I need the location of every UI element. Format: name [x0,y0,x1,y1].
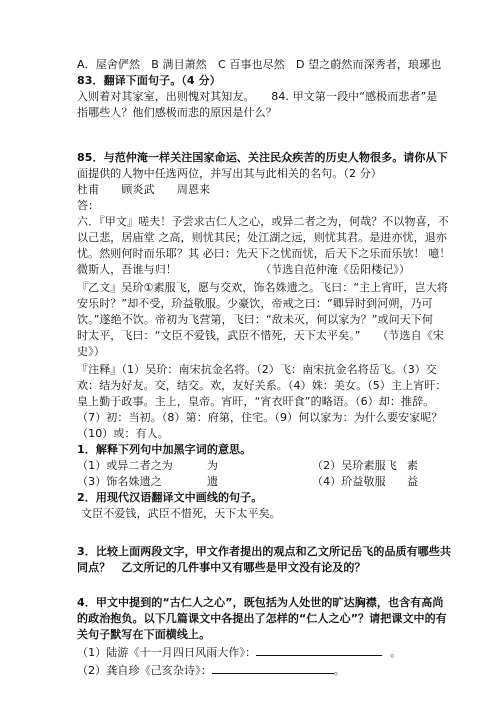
line-passage-b-3: 饮。”遂绝不饮。帝初为飞营第，飞曰：“敌未灭，何以家为？”或问天下何 [77,313,433,326]
line-q4: 4．甲文中提到的“古仁人之心”，既包括为人处世的旷达胸襟，也含有高尚 [77,596,444,609]
q1-item-4: （4）玠益敬服 [312,475,386,488]
line-q83: 83．翻译下面句子。（4 分） [77,74,221,87]
line-q4-cont-2: 关句子默写在下面横线上。 [77,628,211,641]
line-q1: 1．解释下列句中加黑字词的意思。 [77,443,252,456]
line-passage-a-4: 微斯人，吾谁与归！ （节选自范仲淹《岳阳楼记》） [77,263,411,276]
line-q85-people: 杜甫 顾炎武 周恩来 [77,183,211,196]
line-q4-cont-1: 的政治抱负。以下几篇课文中各提出了怎样的“仁人之心”？请把课文中的有 [77,612,447,625]
q4-item-1-blank[interactable] [256,644,382,656]
line-notes-2: 欢：结为好友。交，结交。欢，友好关系。（4）姝：美女。（5）主上宵旰： [77,379,447,392]
line-q83-sentence-q84: 入则着对其家室，出则愧对其知友。 84. 甲文第一段中“感极而悲者”是 [77,90,438,103]
q1-item-2: （2）吴玠素服飞 [312,459,397,472]
line-q85-cont: 面提供的人物中任选两位，并写出其与此相关的名句。（2 分） [77,167,382,180]
line-q2-sentence: 文臣不爱钱，武臣不惜死，天下太平矣。 [81,507,281,520]
line-q4-item-2 [77,662,345,679]
q4-item-2-label: （2）龚自珍《己亥杂诗》： [77,664,212,677]
line-q3-cont: 同点？ 乙文所记的几件事中又有哪些是甲文没有论及的？ [77,561,366,574]
line-answer: 答： [77,199,100,212]
line-q3: 3．比较上面两段文字，甲文作者提出的观点和乙文所记岳飞的品质有哪些共 [77,545,452,558]
q1-item-3-word: 遗 [207,475,219,488]
q4-item-2-end: 。 [333,664,345,677]
line-passage-b-1: 『乙文』吴玠①素服飞，愿与交欢，饰名姝遗之。飞曰：“主上宵旰，岂大将 [77,281,448,294]
line-q84-cont: 指哪些人？他们感极而悲的原因是什么？ [77,106,277,119]
q1-item-1-word: 为 [207,459,219,472]
q4-item-1-end: 。 [390,646,402,659]
line-notes-5: （10）或：有人。 [77,427,169,440]
q4-item-1-label: （1）陆游《十一月四日风雨大作》： [77,646,257,659]
line-q4-item-1 [77,644,401,661]
line-notes-1: 『注释』（1）吴玠：南宋抗金名将。（2）飞：南宋抗金名将岳飞。（3）交 [77,363,437,376]
line-q2: 2．用现代汉语翻译文中画线的句子。 [77,491,263,504]
line-passage-b-4: 时太平，飞曰：“文臣不爱钱，武臣不惜死，天下太平矣。” （节选自《宋 [77,329,444,342]
q1-item-1: （1）或异二者之为 [77,459,173,472]
line-passage-b-5: 史》） [77,345,105,358]
line-passage-b-2: 安乐时？”却不受，玠益敬服。少豪饮，帝戒之曰：“卿异时到河朔，乃可 [77,297,433,310]
line-notes-4: （7）初：当初。（8）第：府第，住宅。（9）何以家为：为什么要安家呢？ [77,411,443,424]
line-passage-a-2: 以己悲，居庙堂 之高，则忧其民；处江湖之远，则忧其君。是进亦忧，退亦 [77,231,447,244]
line-notes-3: 皇上勤于政事。主上，皇帝。宵旰，“宵衣旰食”的略语。（6）却：推辞。 [77,395,435,408]
line-passage-a-1: 六．『甲文』嗟夫！予尝求古仁人之心，或异二者之为，何哉？不以物喜，不 [77,215,449,228]
q4-item-2-blank[interactable] [212,662,334,674]
q1-item-4-word: 益 [407,475,419,488]
q1-item-2-word: 素 [407,459,419,472]
line-mcq-options: A．屋舍俨然 B 满目萧然 C 百事也尽然 D 望之蔚然而深秀者，琅琊也 [77,58,442,71]
line-q85: 85．与范仲淹一样关注国家命运、关注民众疾苦的历史人物很多。请你从下 [77,151,448,164]
line-passage-a-3: 忧。然则何时而乐耶？其 必曰：先天下之忧而忧，后天下之乐而乐欤！ 噫！ [77,247,451,260]
q1-item-3: （3）饰名姝遗之 [77,475,162,488]
